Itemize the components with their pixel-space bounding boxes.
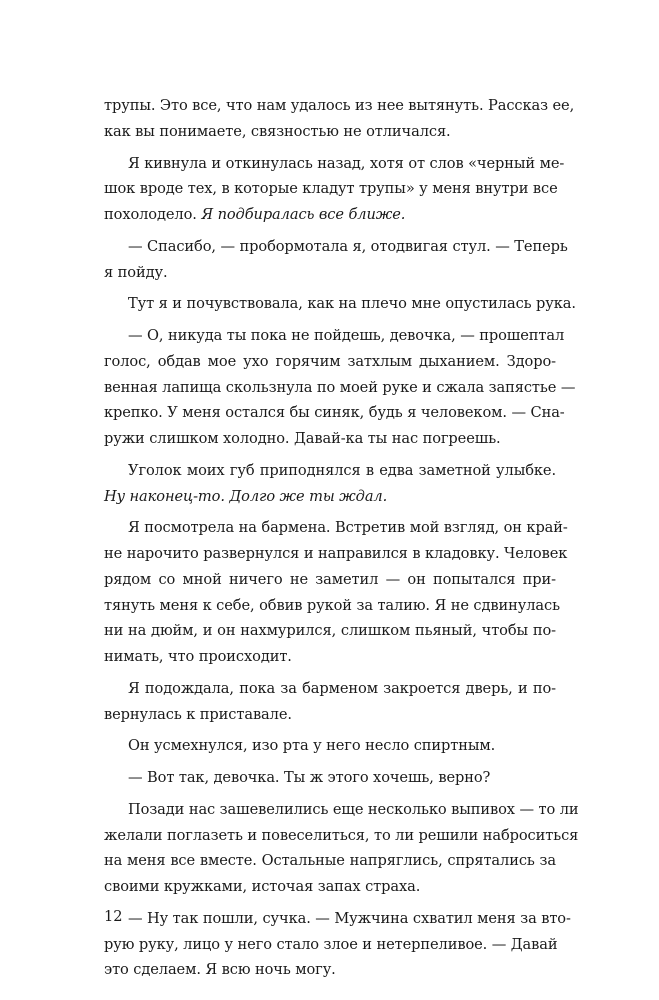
text-line: нимать, что происходит. [104,648,292,665]
book-page-text [104,93,579,983]
text-line: шок вроде тех, в которые кладут трупы» у меня внутри все [104,180,558,198]
text-line: на меня все вместе. Остальные напряглись, спрятались за [104,852,556,870]
italic-thought: Я подбиралась все ближе. [196,206,406,223]
paragraph-1 [104,93,575,145]
paragraph-5 [104,323,576,452]
text-line: Я посмотрела на бармена. Встретив мой взгляд, он край- [128,519,568,537]
text-line: Я подождала, пока за барменом закроется дверь, и по- [128,679,556,697]
text-line: венная лапища скользнула по моей руке и сжала запястье — [104,378,576,396]
text-line: — Спасибо, — пробормотала я, отодвигая стул. — Теперь [128,237,568,255]
text-line: ни на дюйм, и он нахмурился, слишком пьяный, чтобы по- [104,622,556,640]
text-line: тянуть меня к себе, обвив рукой за талию. Я не сдвинулась [104,596,560,614]
paragraph-9 [104,733,556,759]
text-line: рую руку, лицо у него стало злое и нетерпеливое. — Давай [104,935,558,953]
paragraph-10 [104,765,556,791]
paragraph-2 [104,151,565,228]
text-line: — Вот так, девочка. Ты ж этого хочешь, верно? [128,769,491,786]
paragraph-3 [104,234,568,286]
italic-thought: Ну наконец-то. Долго же ты ждал. [104,487,388,505]
text-line: — О, никуда ты пока не пойдешь, девочка, — прошептал [128,327,565,344]
text-line: Он усмехнулся, изо рта у него несло спиртным. [128,737,496,755]
text-line: как вы понимаете, связностью не отличался. [104,122,451,140]
paragraph-7 [104,515,568,670]
text-fragment: похолодело. [104,206,197,223]
text-line [104,202,556,228]
text-line: голос, обдав мое ухо горячим затхлым дыханием. Здоро- [104,352,556,370]
text-line: вернулась к приставале. [104,705,292,723]
paragraph-12 [104,906,571,983]
text-line: Уголок моих губ приподнялся в едва заметной улыбке. [128,461,556,479]
paragraph-4 [104,291,576,317]
text-line: Позади нас зашевелились еще несколько выпивох — то ли [128,800,579,818]
text-line: ружи слишком холодно. Давай-ка ты нас погреешь. [104,430,501,447]
text-line: трупы. Это все, что нам удалось из нее вытянуть. Рассказ ее, [104,97,575,114]
text-line: я пойду. [104,263,168,281]
text-line: Я кивнула и откинулась назад, хотя от слов «черный ме- [128,154,565,172]
text-line: желали поглазеть и повеселиться, то ли решили наброситься [104,826,579,844]
paragraph-8 [104,676,556,728]
text-line: крепко. У меня остался бы синяк, будь я человеком. — Сна- [104,404,565,422]
paragraph-11 [104,797,579,900]
text-line: Тут я и почувствовала, как на плечо мне опустилась рука. [128,295,576,313]
text-line: рядом со мной ничего не заметил — он попытался при- [104,570,556,588]
text-line: не нарочито развернулся и направился в кладовку. Человек [104,545,568,562]
text-line: своими кружками, источая запах страха. [104,878,421,895]
paragraph-6 [104,458,556,510]
text-line: это сделаем. Я всю ночь могу. [104,961,336,979]
text-line: — Ну так пошли, сучка. — Мужчина схватил меня за вто- [128,909,571,927]
page-number: 12 [104,908,123,925]
